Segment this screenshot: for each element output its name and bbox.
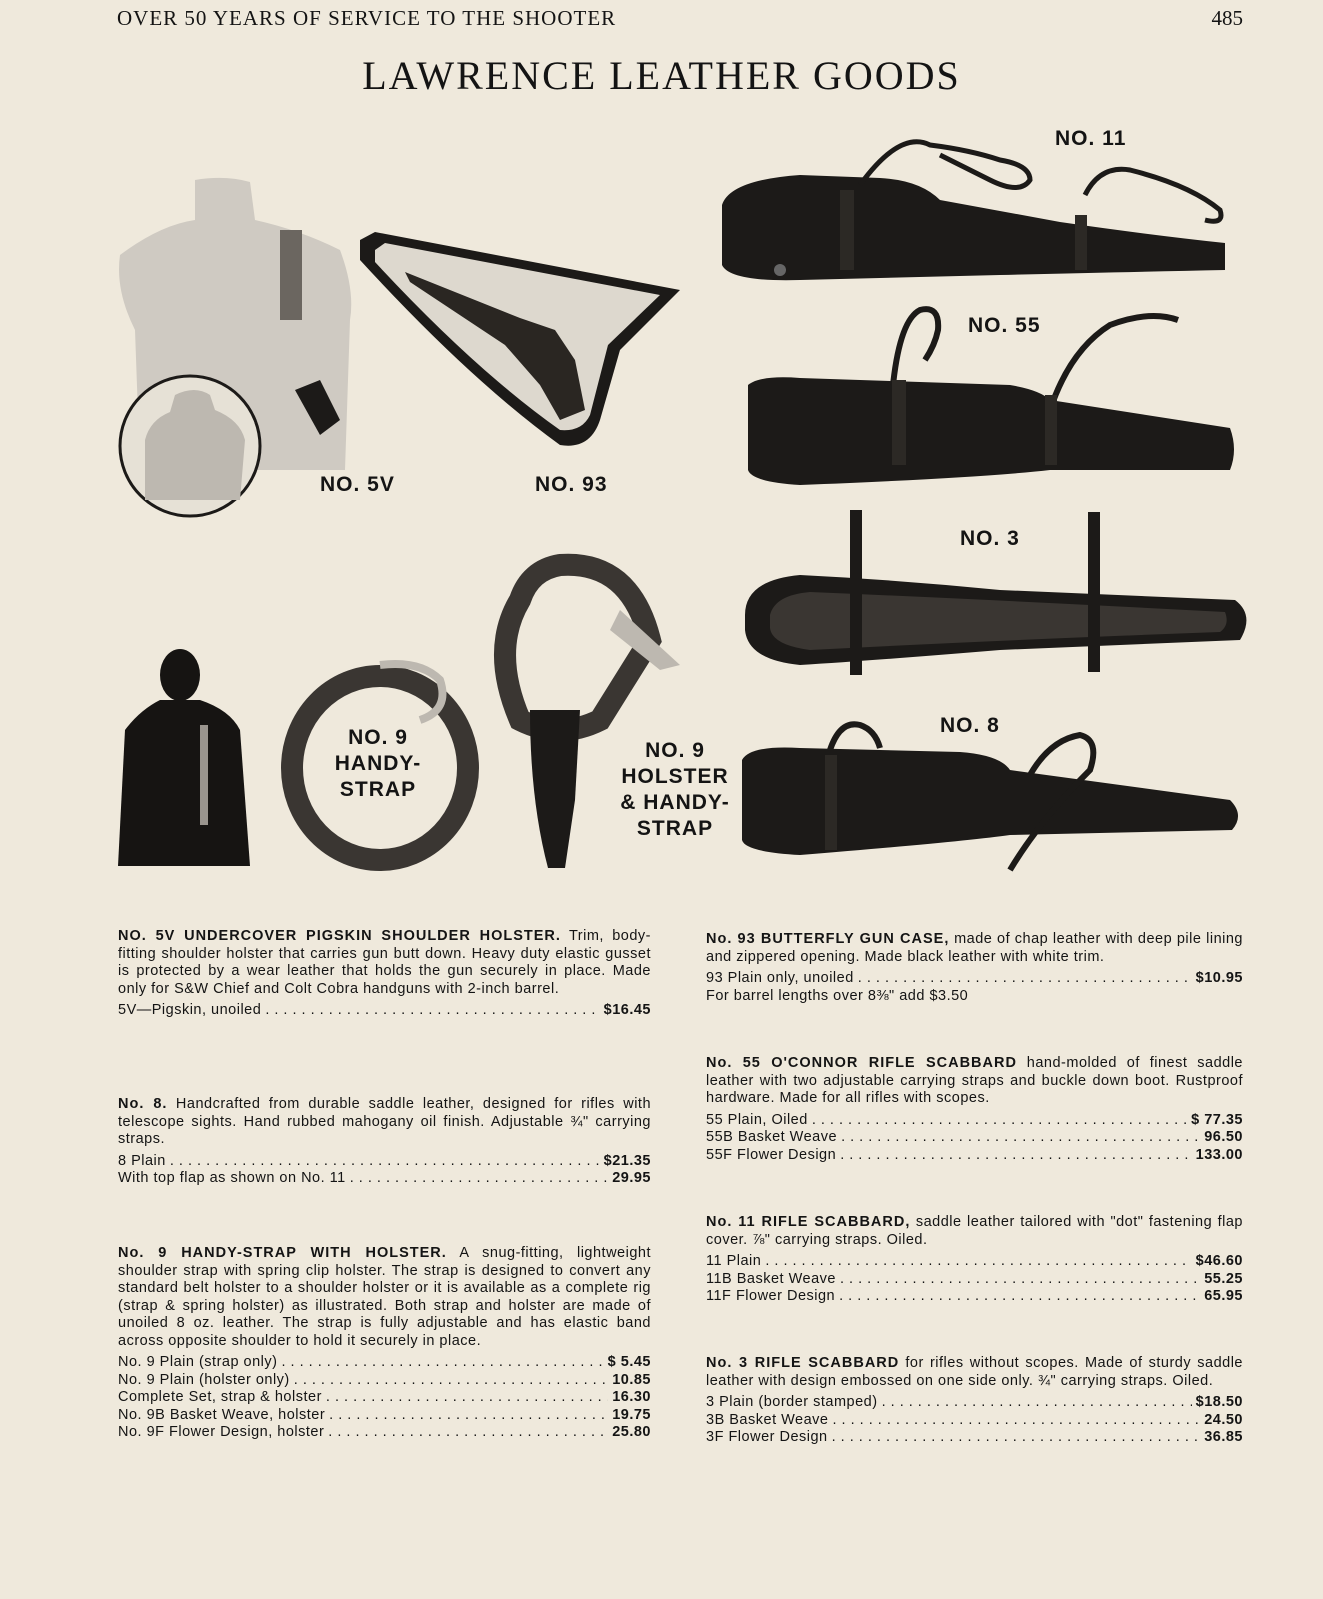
entry-no-9 xyxy=(118,1245,651,1442)
label-no-55: NO. 55 xyxy=(968,314,1041,337)
entry-heading: No. 55 O'CONNOR RIFLE SCABBARD xyxy=(706,1055,1017,1071)
no-93-gun-case-illustration xyxy=(360,232,680,446)
label-line: STRAP xyxy=(339,778,417,801)
price-row xyxy=(706,1429,1243,1447)
price-value: 24.50 xyxy=(1204,1411,1243,1428)
price-value: $16.45 xyxy=(603,1002,651,1018)
price-value: 96.50 xyxy=(1204,1129,1243,1145)
price-item: Complete Set, strap & holster xyxy=(118,1389,322,1405)
entry-body: saddle leather tailored with "dot" fastening flap cover. ⅞" carrying straps. Oiled. xyxy=(706,1214,1243,1248)
price-row xyxy=(118,1424,651,1442)
label-line: HANDY- xyxy=(334,752,422,775)
label-line: NO. 9 xyxy=(348,726,408,749)
price-row xyxy=(706,1112,1243,1130)
price-value: 25.80 xyxy=(612,1424,651,1440)
price-value: $18.50 xyxy=(1195,1394,1243,1410)
entry-text xyxy=(706,1214,1243,1249)
price-item: 3B Basket Weave xyxy=(706,1411,829,1428)
label-no-3: NO. 3 xyxy=(960,527,1020,550)
price-value: 29.95 xyxy=(612,1170,651,1186)
label-line: & HANDY- xyxy=(620,791,730,814)
price-row xyxy=(706,1129,1243,1147)
price-row xyxy=(706,1288,1243,1306)
entry-body: for rifles without scopes. Made of sturdy saddle leather with design embossed on one side only. ¾" carrying straps. Oiled. xyxy=(706,1355,1243,1389)
entry-no-11 xyxy=(706,1214,1243,1306)
price-row xyxy=(706,970,1243,988)
price-value: 19.75 xyxy=(612,1406,651,1423)
price-item: 55B Basket Weave xyxy=(706,1129,838,1145)
silhouette-figure-illustration xyxy=(118,649,250,866)
price-item: 11F Flower Design xyxy=(706,1288,836,1304)
price-row xyxy=(118,1153,651,1171)
label-line: NO. 9 xyxy=(645,739,705,762)
price-value: 36.85 xyxy=(1204,1429,1243,1445)
price-row xyxy=(118,1002,651,1020)
entry-heading: No. 3 RIFLE SCABBARD xyxy=(706,1355,900,1371)
price-value: 16.30 xyxy=(612,1389,651,1405)
page-number: 485 xyxy=(1211,6,1243,30)
price-item: 3 Plain (border stamped) xyxy=(706,1394,878,1410)
label-no-9-holster-handy-strap xyxy=(605,738,745,842)
price-item: 8 Plain xyxy=(118,1152,166,1169)
page-title: LAWRENCE LEATHER GOODS xyxy=(362,53,961,98)
price-note: For barrel lengths over 8⅜" add $3.50 xyxy=(706,987,969,1004)
label-line: HOLSTER xyxy=(621,765,729,788)
entry-no-5v xyxy=(118,928,651,1020)
price-item: 93 Plain only, unoiled xyxy=(706,970,854,986)
price-item: No. 9 Plain (holster only) xyxy=(118,1371,290,1388)
price-value: $10.95 xyxy=(1195,970,1243,986)
price-item: With top flap as shown on No. 11 xyxy=(118,1170,346,1186)
price-value: 10.85 xyxy=(612,1371,651,1388)
entry-body: Handcrafted from durable saddle leather, designed for rifles with telescope sights. Hand rubbed mahogany oil finish. Adjustable ¾" carrying straps. xyxy=(118,1096,652,1147)
price-row xyxy=(118,1407,651,1425)
price-row xyxy=(706,1394,1243,1412)
entry-body: hand-molded of finest saddle leather with two adjustable carrying straps and buckle down boot. Rustproof hardware. Made for all rifles with scopes. xyxy=(706,1055,1243,1106)
price-item: 55 Plain, Oiled xyxy=(706,1111,808,1128)
entry-no-3 xyxy=(706,1355,1243,1447)
label-no-5v: NO. 5V xyxy=(320,473,395,496)
entry-text xyxy=(118,1245,651,1350)
entry-text xyxy=(118,1096,651,1149)
price-item: No. 9 Plain (strap only) xyxy=(118,1354,278,1370)
label-line: STRAP xyxy=(636,817,714,840)
label-no-9-handy-strap xyxy=(323,725,433,803)
price-row xyxy=(118,1389,651,1407)
entry-heading: No. 93 BUTTERFLY GUN CASE, xyxy=(706,931,950,947)
price-row xyxy=(118,1372,651,1390)
price-value: 133.00 xyxy=(1195,1146,1243,1163)
label-no-8: NO. 8 xyxy=(940,714,1000,737)
price-row xyxy=(706,1271,1243,1289)
entry-heading: No. 9 HANDY-STRAP WITH HOLSTER. xyxy=(118,1245,447,1261)
price-item: No. 9F Flower Design, holster xyxy=(118,1424,325,1440)
entry-body: made of chap leather with deep pile lining and zippered opening. Made black leather with white trim. xyxy=(706,931,1243,965)
entry-heading: No. 8. xyxy=(118,1096,168,1112)
price-value: 55.25 xyxy=(1204,1270,1243,1287)
label-no-93: NO. 93 xyxy=(535,473,608,496)
price-value: $21.35 xyxy=(603,1152,651,1169)
entry-text xyxy=(706,1355,1243,1390)
price-value: $46.60 xyxy=(1195,1253,1243,1269)
no-8-scabbard-illustration xyxy=(742,724,1238,870)
entry-text xyxy=(118,928,651,998)
no-5v-torso-illustration xyxy=(119,178,351,516)
running-head: OVER 50 YEARS OF SERVICE TO THE SHOOTER xyxy=(117,6,617,30)
price-item: 5V—Pigskin, unoiled xyxy=(118,1002,262,1018)
price-row xyxy=(706,1412,1243,1430)
entry-body: A snug-fitting, lightweight shoulder strap with spring clip holster. The strap is designed to convert any standard belt holster to a shoulder holster or it is available as a complete rig (strap & spring holster) as illustrated. Both strap and holster are made of unoiled 8 oz. leather. The strap is fully adjustable and has elastic band across opposite shoulder to hold it securely in place. xyxy=(118,1245,651,1349)
price-item: No. 9B Basket Weave, holster xyxy=(118,1406,326,1423)
price-item: 55F Flower Design xyxy=(706,1146,837,1163)
price-value: $ 5.45 xyxy=(607,1354,651,1370)
entry-no-55 xyxy=(706,1055,1243,1164)
price-value: 65.95 xyxy=(1204,1288,1243,1304)
entry-text xyxy=(706,931,1243,966)
entry-no-93 xyxy=(706,931,1243,1005)
price-item: 11B Basket Weave xyxy=(706,1270,836,1287)
label-no-11: NO. 11 xyxy=(1055,127,1127,150)
entry-heading: No. 11 RIFLE SCABBARD, xyxy=(706,1214,911,1230)
entry-text xyxy=(706,1055,1243,1108)
entry-heading: NO. 5V UNDERCOVER PIGSKIN SHOULDER HOLSTER. xyxy=(118,928,561,944)
price-item: 3F Flower Design xyxy=(706,1429,828,1445)
price-value: $ 77.35 xyxy=(1191,1111,1243,1128)
entry-no-8 xyxy=(118,1096,651,1188)
price-row xyxy=(118,1354,651,1372)
price-row xyxy=(118,1170,651,1188)
entry-body: Trim, body-fitting shoulder holster that carries gun butt down. Heavy duty elastic gusset is protected by a wear leather that holds the gun securely in place. Made only for S&W Chief and Colt Cobra handguns with 2-inch barrel. xyxy=(118,928,651,997)
price-row xyxy=(706,1253,1243,1271)
price-item: 11 Plain xyxy=(706,1253,762,1269)
no-11-scabbard-illustration xyxy=(722,142,1225,280)
price-row xyxy=(706,1147,1243,1165)
